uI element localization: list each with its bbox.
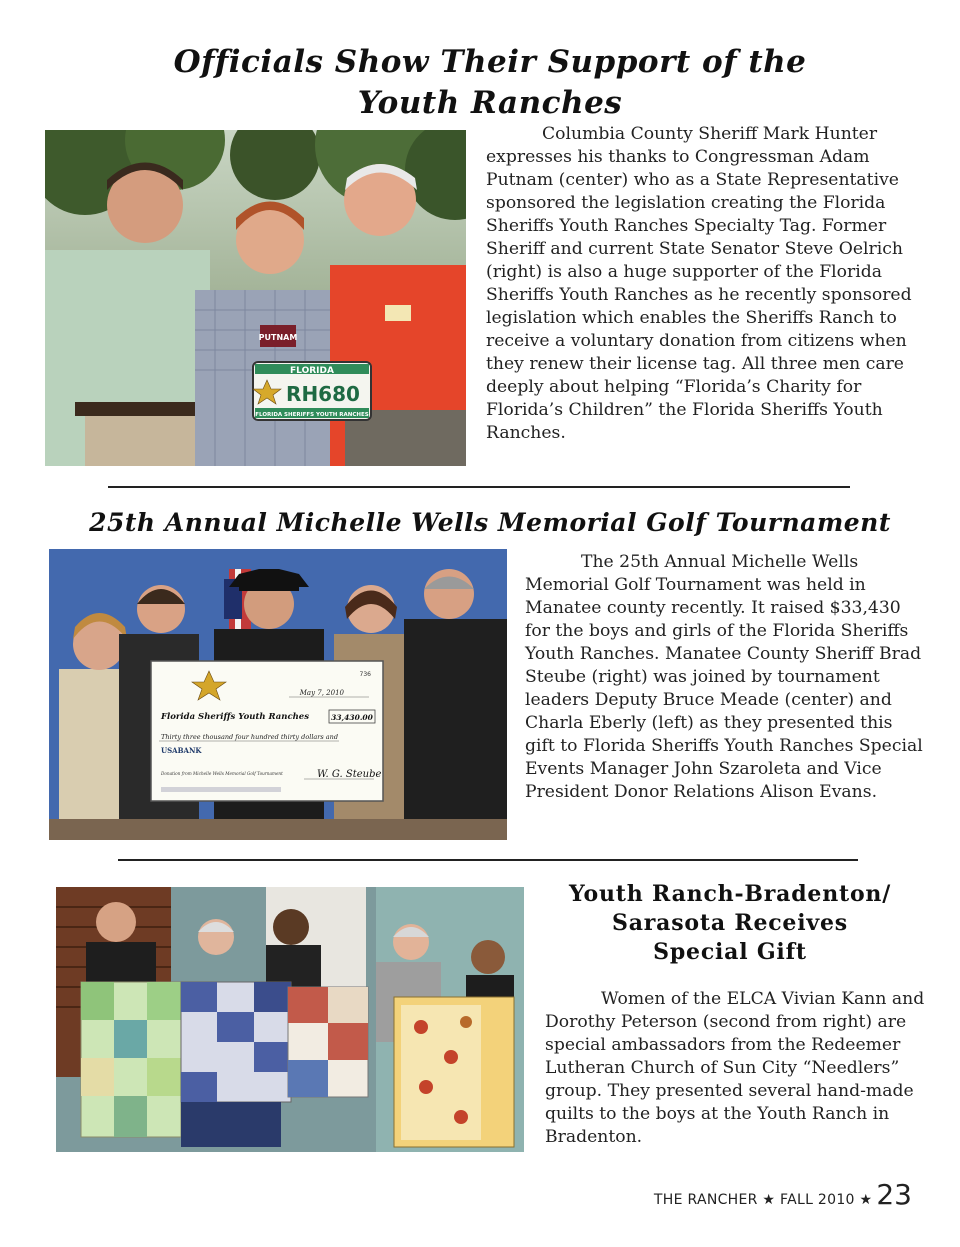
check-date: May 7, 2010 — [299, 689, 344, 697]
quilt-red-floral — [288, 987, 368, 1097]
article1-headline-line1: Officials Show Their Support of the — [173, 44, 807, 80]
putnam-badge: PUTNAM — [258, 333, 298, 342]
page-footer — [654, 1178, 912, 1211]
article3-headline-line2: Sarasota Receives — [612, 910, 848, 936]
plate-state: FLORIDA — [290, 366, 334, 376]
footer-publication: THE RANCHER ★ FALL 2010 ★ — [653, 1192, 873, 1208]
article3-headline — [540, 880, 920, 967]
plate-number: RH680 — [286, 382, 360, 406]
section-divider-2 — [118, 859, 858, 861]
article1-body: Columbia County Sheriff Mark Hunter expresses his thanks to Congressman Adam Putnam (center) who as a State Representative sponsored the legislation creating the Florida Sheriffs Youth Ranches Specialty Tag. Former Sheriff and current State Senator Steve Oelrich (right) is also a huge supporter of the Florida Sheriffs Youth Ranches as he recently sponsored legislation which enables the Sheriffs Ranch to receive a voluntary donation from citizens when they renew their license tag. All three men care deeply about helping “Florida’s Charity for Florida’s Children” the Florida Sheriffs Youth Ranches. — [486, 124, 912, 443]
article1-photo — [45, 130, 466, 466]
article2-headline: 25th Annual Michelle Wells Memorial Golf Tournament — [89, 508, 891, 537]
article3-headline-line3: Special Gift — [653, 939, 807, 965]
check-amount: 33,430.00 — [331, 713, 373, 722]
article1-headline-line2: Youth Ranches — [357, 85, 623, 121]
check-bank: USABANK — [161, 746, 202, 755]
check-amount-words: Thirty three thousand four hundred thirty dollars and — [161, 733, 338, 741]
article1-headline — [120, 42, 860, 124]
section-divider-1 — [108, 486, 850, 488]
check-memo: Donation from Michelle Wells Memorial Golf Tournament — [161, 771, 283, 776]
check-signature: W. G. Steube — [317, 769, 382, 780]
article3-headline-line1: Youth Ranch-Bradenton/ — [568, 881, 892, 907]
page-number: 23 — [876, 1178, 912, 1211]
quilt-blue-white — [181, 982, 291, 1102]
check-number: 736 — [359, 671, 371, 678]
plate-tagline: FLORIDA SHERIFFS YOUTH RANCHES — [255, 412, 369, 418]
quilt-green — [81, 982, 181, 1137]
check-payee: Florida Sheriffs Youth Ranches — [161, 712, 309, 722]
article2-photo — [49, 549, 507, 840]
article3-body: Women of the ELCA Vivian Kann and Dorothy Peterson (second from right) are special ambassadors from the Redeemer Lutheran Church of Sun City “Needlers” group. They presented several hand-made quilts to the boys at the Youth Ranch in Bradenton. — [545, 989, 925, 1147]
quilt-yellow — [394, 997, 514, 1147]
article2-body: The 25th Annual Michelle Wells Memorial Golf Tournament was held in Manatee county recently. It raised $33,430 for the boys and girls of the Florida Sheriffs Youth Ranches. Manatee County Sheriff Brad Steube (right) was joined by tournament leaders Deputy Bruce Meade (center) and Charla Eberly (left) as they presented this gift to Florida Sheriffs Youth Ranches Special Events Manager John Szaroleta and Vice President Donor Relations Alison Evans. — [525, 552, 923, 802]
article3-photo — [56, 887, 524, 1152]
